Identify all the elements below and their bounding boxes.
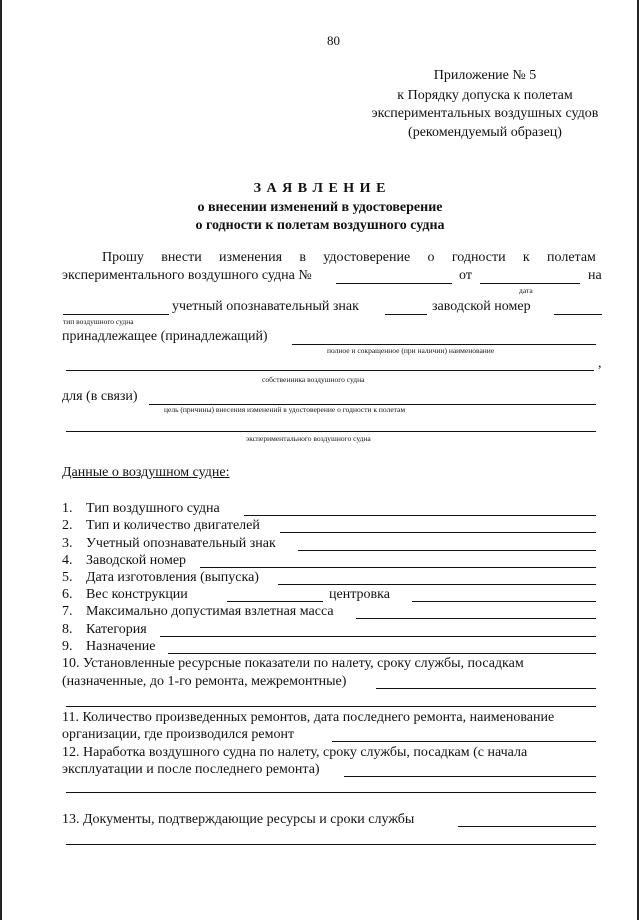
item-8-label: Категория (86, 622, 147, 637)
item-6-cg-label: центровка (329, 587, 390, 602)
item-12-line-2: эксплуатации и после последнего ремонта) (62, 762, 320, 777)
registration-mark-field[interactable] (385, 314, 427, 315)
hint-purpose: цель (причины) внесения изменений в удостоверение о годности к полетам (164, 405, 406, 414)
item-10-line-1: 10. Установленные ресурсные показатели по налету, сроку службы, посадкам (62, 656, 524, 671)
item-12-field[interactable] (344, 776, 596, 777)
purpose-field-continued[interactable] (66, 431, 596, 432)
hint-aircraft-type: тип воздушного судна (63, 317, 134, 326)
item-3-label: Учетный опознавательный знак (86, 536, 276, 551)
hint-owner: собственника воздушного судна (262, 375, 365, 384)
scan-border-right (637, 0, 639, 920)
aircraft-number-field[interactable] (336, 283, 452, 284)
item-1-label: Тип воздушного судна (86, 501, 220, 516)
item-8-num: 8. (62, 622, 73, 637)
item-9-field[interactable] (168, 653, 596, 654)
owner-name-field-continued[interactable] (66, 370, 594, 371)
item-9-label: Назначение (86, 639, 156, 654)
owner-name-field[interactable] (292, 344, 596, 345)
request-word: внести (161, 250, 202, 265)
page-number: 80 (327, 33, 340, 48)
item-5-num: 5. (62, 570, 73, 585)
hint-aircraft: экспериментального воздушного судна (246, 434, 371, 443)
item-11-line-1: 11. Количество произведенных ремонтов, дата последнего ремонта, наименование (62, 710, 555, 725)
item-6-cg-field[interactable] (412, 601, 596, 602)
item-6-label: Вес конструкции (86, 587, 188, 602)
item-10-line-2: (назначенные, до 1-го ремонта, межремонтные) (62, 674, 347, 689)
comma: , (598, 356, 602, 371)
request-word: изменения (219, 250, 283, 265)
appendix-line-4: (рекомендуемый образец) (408, 125, 562, 140)
aircraft-type-field[interactable] (63, 314, 169, 315)
item-11-line-2: организации, где производился ремонт (62, 727, 295, 742)
hint-owner-name: полное и сокращенное (при наличии) наименование (327, 346, 495, 355)
item-4-num: 4. (62, 553, 73, 568)
serial-number-field[interactable] (554, 314, 602, 315)
item-2-field[interactable] (280, 532, 596, 533)
request-word: годности (451, 250, 506, 265)
item-9-num: 9. (62, 639, 73, 654)
data-heading: Данные о воздушном судне: (62, 465, 230, 480)
document-subtitle-1: о внесении изменений в удостоверение (197, 200, 443, 215)
item-5-label: Дата изготовления (выпуска) (86, 570, 259, 585)
item-2-label: Тип и количество двигателей (86, 518, 260, 533)
item-7-label: Максимально допустимая взлетная масса (86, 604, 334, 619)
date-field[interactable] (480, 283, 580, 284)
item-10-field-continued[interactable] (66, 706, 596, 707)
hint-date: дата (519, 286, 533, 295)
item-10-field[interactable] (376, 688, 596, 689)
item-13-line-1: 13. Документы, подтверждающие ресурсы и сроки службы (62, 812, 415, 827)
appendix-line-3: экспериментальных воздушных судов (371, 106, 599, 121)
document-title: З А Я В Л Е Н И Е (253, 181, 387, 196)
item-6-weight-field[interactable] (227, 601, 323, 602)
item-8-field[interactable] (160, 636, 596, 637)
request-word: о (427, 250, 435, 265)
request-word: полетам (547, 250, 596, 265)
request-line-3-serial: заводской номер (432, 299, 531, 314)
request-line-2-from: от (459, 268, 472, 283)
item-3-num: 3. (62, 536, 73, 551)
item-4-label: Заводской номер (86, 553, 187, 568)
request-word: удостоверение (323, 250, 411, 265)
request-line-2-text: экспериментального воздушного судна № (62, 268, 312, 283)
appendix-line-2: к Порядку допуска к полетам (397, 88, 573, 103)
item-3-field[interactable] (298, 550, 596, 551)
item-4-field[interactable] (200, 567, 596, 568)
request-word: Прошу (102, 250, 144, 265)
item-1-field[interactable] (244, 515, 596, 516)
scan-border-left (0, 0, 2, 920)
item-7-field[interactable] (356, 618, 596, 619)
item-13-field[interactable] (458, 826, 596, 827)
item-7-num: 7. (62, 604, 73, 619)
item-11-field[interactable] (332, 741, 596, 742)
item-13-field-continued[interactable] (66, 844, 596, 845)
item-2-num: 2. (62, 518, 73, 533)
item-12-field-continued[interactable] (66, 792, 596, 793)
request-line-1 (102, 250, 596, 266)
item-6-num: 6. (62, 587, 73, 602)
request-word: к (522, 250, 530, 265)
request-line-2-on: на (588, 268, 602, 283)
request-line-4-owner: принадлежащее (принадлежащий) (62, 329, 268, 344)
appendix-line-1: Приложение № 5 (433, 68, 537, 83)
item-1-num: 1. (62, 501, 73, 516)
item-5-field[interactable] (278, 584, 596, 585)
item-12-line-1: 12. Наработка воздушного судна по налету, сроку службы, посадкам (с начала (62, 745, 528, 760)
document-subtitle-2: о годности к полетам воздушного судна (195, 218, 445, 233)
request-word: в (299, 250, 306, 265)
request-line-6-purpose: для (в связи) (62, 389, 138, 404)
request-line-3-reg-mark: учетный опознавательный знак (172, 299, 359, 314)
